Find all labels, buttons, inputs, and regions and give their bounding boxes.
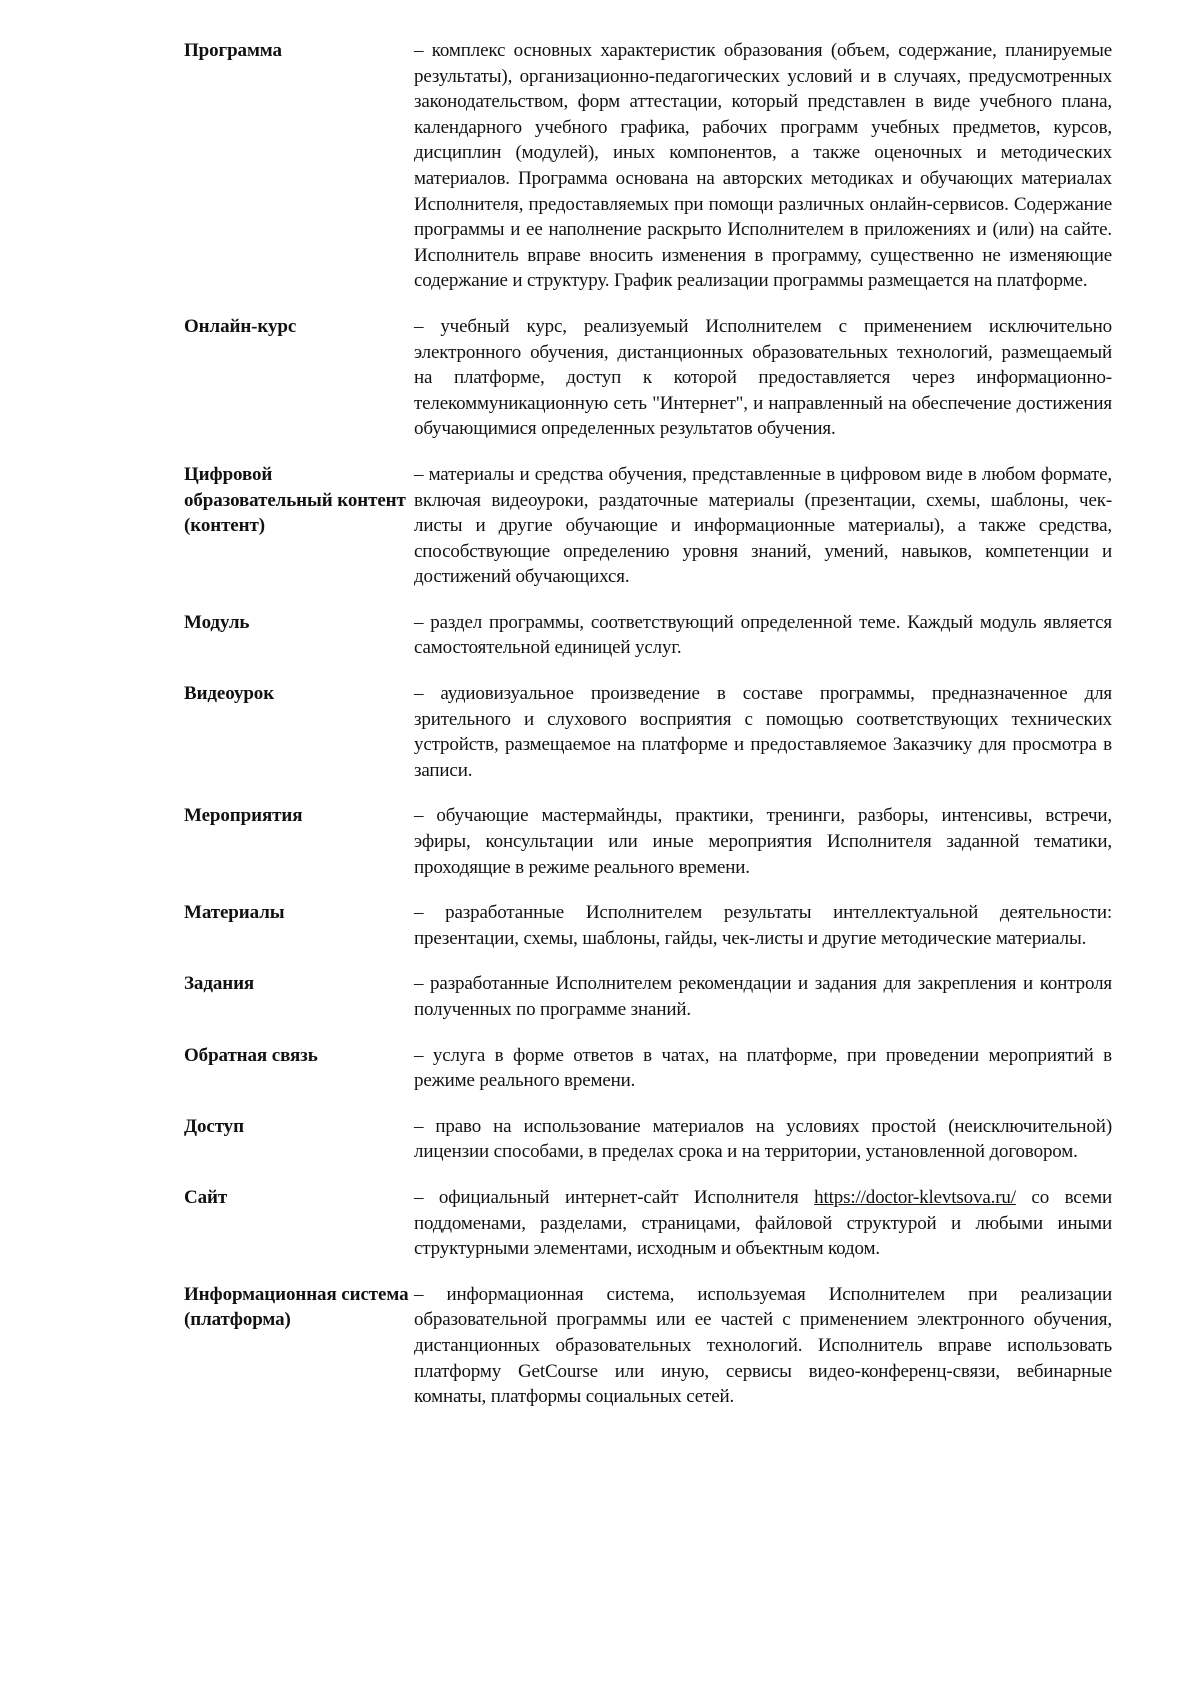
definition: – материалы и средства обучения, представленные в цифровом виде в любом формате, включая видеоуроки, раздаточные материалы (презентации, схемы, шаблоны, чек-листы и другие обучающие и информационные материалы), а также средства, способствующие определению уровня знаний, умений, навыков, компетенции и достижений обучающихся. — [414, 463, 1112, 588]
site-link[interactable]: https://doctor-klevtsova.ru/ — [814, 1186, 1016, 1208]
term: Модуль — [184, 611, 250, 633]
term: Онлайн-курс — [184, 315, 297, 337]
definition: – разработанные Исполнителем рекомендации и задания для закрепления и контроля полученных по программе знаний. — [414, 973, 1112, 1020]
definition: – разработанные Исполнителем результаты интеллектуальной деятельности: презентации, схемы, шаблоны, гайды, чек-листы и другие методические материалы. — [414, 902, 1112, 949]
definition — [414, 1185, 1112, 1262]
glossary-entry-materials — [184, 900, 1112, 951]
term: Информационная система (платформа) — [184, 1283, 409, 1331]
term: Материалы — [184, 902, 285, 924]
glossary-entry-site — [184, 1185, 1112, 1262]
glossary-entry-module — [184, 610, 1112, 661]
term: Сайт — [184, 1186, 228, 1208]
term: Мероприятия — [184, 805, 303, 827]
term: Доступ — [184, 1115, 244, 1137]
term: Задания — [184, 973, 255, 995]
glossary-page — [184, 38, 1112, 1410]
glossary-entry-online-course — [184, 314, 1112, 442]
term: Видеоурок — [184, 683, 275, 705]
glossary-entry-platform — [184, 1282, 1112, 1410]
definition: – информационная система, используемая Исполнителем при реализации образовательной программы или ее частей с применением электронного обучения, дистанционных образовательных технологий. Исполнитель вправе использовать платформу GetCourse или иную, сервисы видео-конференц-связи, вебинарные комнаты, платформы социальных сетей. — [414, 1283, 1112, 1408]
glossary-entry-feedback — [184, 1043, 1112, 1094]
term: Цифровой образовательный контент (контент) — [184, 463, 406, 537]
glossary-entry-programma — [184, 38, 1112, 294]
glossary-entry-assignments — [184, 971, 1112, 1022]
definition: – право на использование материалов на условиях простой (неисключительной) лицензии способами, в пределах срока и на территории, установленной договором. — [414, 1115, 1112, 1163]
definition: – услуга в форме ответов в чатах, на платформе, при проведении мероприятий в режиме реального времени. — [414, 1044, 1112, 1092]
definition: – обучающие мастермайнды, практики, тренинги, разборы, интенсивы, встречи, эфиры, консультации или иные мероприятия Исполнителя заданной тематики, проходящие в режиме реального времени. — [414, 805, 1112, 878]
term: Обратная связь — [184, 1044, 318, 1066]
glossary-entry-digital-content — [184, 462, 1112, 590]
definition-text-after: со всеми поддоменами, разделами, страницами, файловой структурой и любыми иными структурными элементами, исходным и объектным кодом. — [414, 1186, 1112, 1260]
definition-text-before: – официальный интернет-сайт Исполнителя — [414, 1186, 815, 1208]
definition: – учебный курс, реализуемый Исполнителем с применением исключительно электронного обучения, дистанционных образовательных технологий, размещаемый на платформе, доступ к которой предоставляется через информационно-телекоммуникационную сеть "Интернет", и направленный на обеспечение достижения обучающимися определенных результатов обучения. — [414, 315, 1112, 440]
definition: – аудиовизуальное произведение в составе программы, предназначенное для зрительного и слухового восприятия с помощью соответствующих технических устройств, размещаемое на платформе и предоставляемое Заказчику для просмотра в записи. — [414, 683, 1112, 781]
definition: – комплекс основных характеристик образования (объем, содержание, планируемые результаты), организационно-педагогических условий и в случаях, предусмотренных законодательством, форм аттестации, который представлен в виде учебного плана, календарного учебного графика, рабочих программ учебных предметов, курсов, дисциплин (модулей), иных компонентов, а также оценочных и методических материалов. Программа основана на авторских методиках и обучающих материалах Исполнителя, предоставляемых при помощи различных онлайн-сервисов. Содержание программы и ее наполнение раскрыто Исполнителем в приложениях и (или) на сайте. Исполнитель вправе вносить изменения в программу, существенно не изменяющие содержание и структуру. График реализации программы размещается на платформе. — [414, 40, 1112, 292]
glossary-entry-access — [184, 1114, 1112, 1165]
glossary-entry-video-lesson — [184, 681, 1112, 783]
term: Программа — [184, 40, 282, 61]
glossary-entry-events — [184, 803, 1112, 880]
definition: – раздел программы, соответствующий определенной теме. Каждый модуль является самостоятельной единицей услуг. — [414, 611, 1112, 659]
